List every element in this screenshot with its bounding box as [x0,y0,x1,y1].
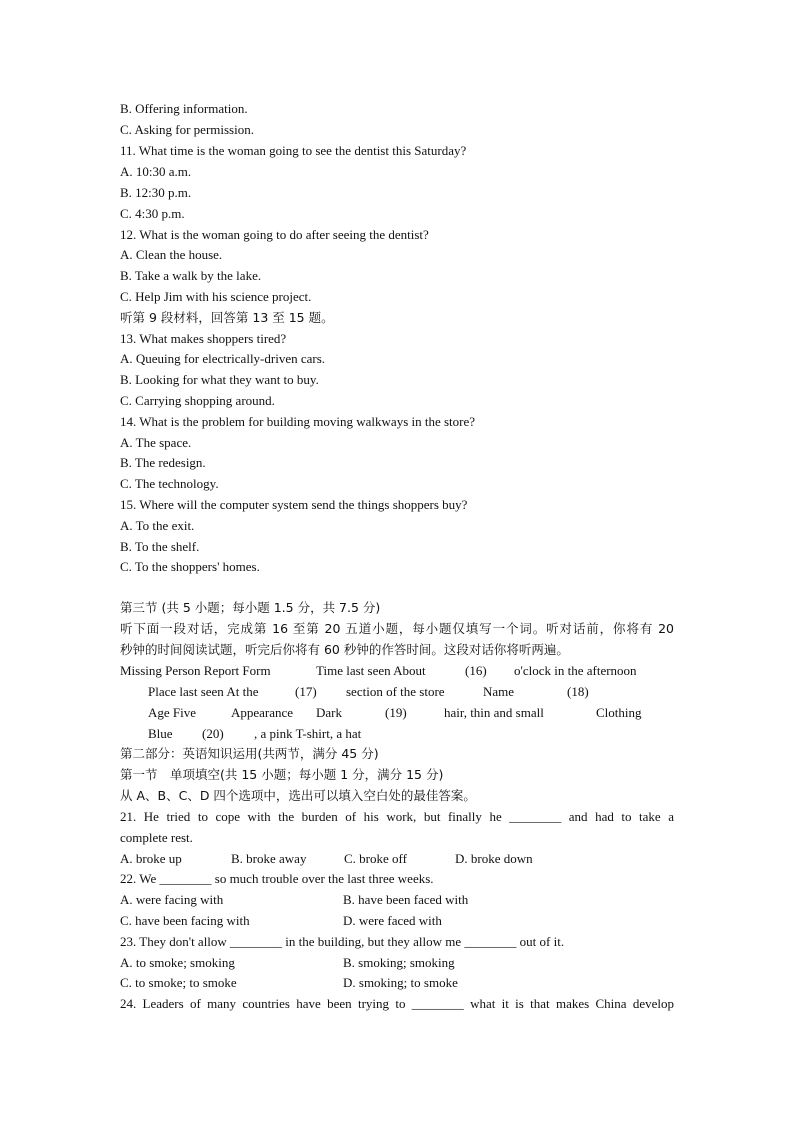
blank-19: (19) [385,705,407,720]
question-11: 11. What time is the woman going to see the dentist this Saturday? [120,143,467,158]
option-text: B. Take a walk by the lake. [120,268,262,283]
form-title: Missing Person Report Form [120,663,271,678]
blank-16: (16) [465,663,487,678]
question-14: 14. What is the problem for building moving walkways in the store? [120,414,476,429]
part-2-section-1-heading: 第一节 单项填空(共 15 小题；每小题 1 分，满分 15 分) [120,767,444,782]
question-23: 23. They don't allow ________ in the building, but they allow me ________ out of it. [120,934,565,949]
option-text: C. Carrying shopping around. [120,393,275,408]
form-text: section of the store [346,684,445,699]
question-24: 24. Leaders of many countries have been trying to ________ what it is that makes China develop [120,996,674,1011]
form-label: Time last seen About [316,663,426,678]
option-a: A. to smoke; smoking [120,955,235,970]
option-c: C. have been facing with [120,913,250,928]
option-text: A. Queuing for electrically-driven cars. [120,351,326,366]
question-13: 13. What makes shoppers tired? [120,331,287,346]
option-b: B. smoking; smoking [343,955,455,970]
option-text: B. The redesign. [120,455,206,470]
option-c: C. broke off [344,851,407,866]
option-text: A. Clean the house. [120,247,223,262]
option-text: A. 10:30 a.m. [120,164,192,179]
section-3-heading: 第三节 (共 5 小题；每小题 1.5 分，共 7.5 分) [120,600,381,615]
question-21-cont: complete rest. [120,830,193,845]
question-22: 22. We ________ so much trouble over the last three weeks. [120,871,434,886]
option-text: B. Looking for what they want to buy. [120,372,319,387]
form-label: Place last seen At the [148,684,259,699]
option-c: C. to smoke; to smoke [120,975,237,990]
option-text: B. To the shelf. [120,539,200,554]
option-text: C. To the shoppers' homes. [120,559,260,574]
material-instruction: 听第 9 段材料，回答第 13 至 15 题。 [120,310,334,325]
form-text: o'clock in the afternoon [514,663,637,678]
form-text: , a pink T-shirt, a hat [254,726,362,741]
option-text: B. 12:30 p.m. [120,185,192,200]
form-label: Age Five [148,705,197,720]
form-label: Name [483,684,515,699]
option-text: A. To the exit. [120,518,195,533]
option-text: C. The technology. [120,476,219,491]
option-a: A. were facing with [120,892,224,907]
form-label: Appearance [231,705,294,720]
form-text: Blue [148,726,173,741]
option-d: D. were faced with [343,913,442,928]
question-12: 12. What is the woman going to do after seeing the dentist? [120,227,429,242]
form-text: Dark [316,705,342,720]
option-text: C. Asking for permission. [120,122,254,137]
blank-17: (17) [295,684,317,699]
option-b: B. broke away [231,851,307,866]
form-label: Clothing [596,705,642,720]
question-21: 21. He tried to cope with the burden of his work, but finally he ________ and had to take a [120,809,674,824]
option-a: A. broke up [120,851,182,866]
section-3-instruction: 听下面一段对话，完成第 16 至第 20 五道小题，每小题仅填写一个词。听对话前，你将有 20 [120,621,674,636]
option-b: B. have been faced with [343,892,469,907]
option-d: D. broke down [455,851,533,866]
part-2-heading: 第二部分：英语知识运用(共两节，满分 45 分) [120,746,379,761]
option-d: D. smoking; to smoke [343,975,458,990]
option-text: B. Offering information. [120,101,248,116]
form-text: hair, thin and small [444,705,544,720]
blank-20: (20) [202,726,224,741]
section-3-instruction: 秒钟的时间阅读试题，听完后你将有 60 秒钟的作答时间。这段对话你将听两遍。 [120,642,569,657]
part-2-instruction: 从 A、B、C、D 四个选项中，选出可以填入空白处的最佳答案。 [120,788,476,803]
option-text: C. 4:30 p.m. [120,206,185,221]
option-text: C. Help Jim with his science project. [120,289,312,304]
question-15: 15. Where will the computer system send the things shoppers buy? [120,497,468,512]
blank-18: (18) [567,684,589,699]
option-text: A. The space. [120,435,192,450]
